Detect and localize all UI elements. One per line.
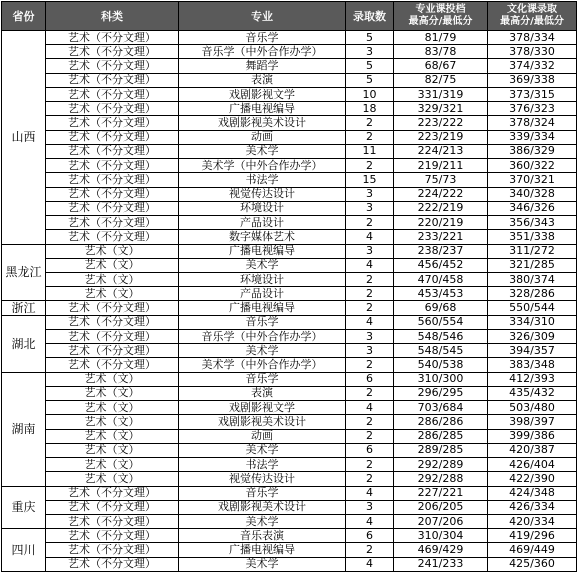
professional-score-cell: 219/211 xyxy=(394,159,488,173)
category-cell: 艺术（不分文理） xyxy=(46,159,179,173)
table-row xyxy=(2,486,577,500)
table-row xyxy=(2,216,577,230)
count-cell: 5 xyxy=(346,31,394,45)
count-cell: 2 xyxy=(346,472,394,486)
header-cultural-line1: 文化课录取 xyxy=(507,4,557,15)
professional-score-cell: 207/206 xyxy=(394,514,488,528)
major-cell: 动画 xyxy=(179,429,346,443)
category-cell: 艺术（不分文理） xyxy=(46,45,179,59)
count-cell: 4 xyxy=(346,486,394,500)
category-cell: 艺术（不分文理） xyxy=(46,329,179,343)
table-row xyxy=(2,472,577,486)
professional-score-cell: 453/453 xyxy=(394,287,488,301)
cultural-score-cell: 373/315 xyxy=(488,87,577,101)
cultural-score-cell: 425/360 xyxy=(488,557,577,571)
count-cell: 18 xyxy=(346,102,394,116)
header-row xyxy=(2,2,577,31)
province-cell: 山西 xyxy=(2,31,46,245)
category-cell: 艺术（不分文理） xyxy=(46,500,179,514)
professional-score-cell: 548/546 xyxy=(394,329,488,343)
cultural-score-cell: 378/334 xyxy=(488,31,577,45)
major-cell: 广播电视编导 xyxy=(179,244,346,258)
category-cell: 艺术（文） xyxy=(46,429,179,443)
count-cell: 4 xyxy=(346,230,394,244)
cultural-score-cell: 394/357 xyxy=(488,344,577,358)
major-cell: 戏剧影视文学 xyxy=(179,87,346,101)
category-cell: 艺术（不分文理） xyxy=(46,130,179,144)
major-cell: 音乐学 xyxy=(179,486,346,500)
major-cell: 戏剧影视文学 xyxy=(179,401,346,415)
cultural-score-cell: 380/374 xyxy=(488,272,577,286)
table-row xyxy=(2,415,577,429)
count-cell: 2 xyxy=(346,386,394,400)
count-cell: 2 xyxy=(346,415,394,429)
count-cell: 2 xyxy=(346,272,394,286)
cultural-score-cell: 420/334 xyxy=(488,514,577,528)
table-row xyxy=(2,272,577,286)
table-row xyxy=(2,258,577,272)
table-row xyxy=(2,458,577,472)
header-cultural-score xyxy=(488,2,577,31)
count-cell: 2 xyxy=(346,429,394,443)
cultural-score-cell: 399/386 xyxy=(488,429,577,443)
table-row xyxy=(2,372,577,386)
table-row xyxy=(2,102,577,116)
major-cell: 音乐学（中外合作办学） xyxy=(179,45,346,59)
professional-score-cell: 560/554 xyxy=(394,315,488,329)
major-cell: 广播电视编导 xyxy=(179,301,346,315)
professional-score-cell: 81/79 xyxy=(394,31,488,45)
major-cell: 舞蹈学 xyxy=(179,59,346,73)
table-row xyxy=(2,543,577,557)
major-cell: 美术学（中外合作办学） xyxy=(179,159,346,173)
table-row xyxy=(2,344,577,358)
professional-score-cell: 233/221 xyxy=(394,230,488,244)
count-cell: 3 xyxy=(346,329,394,343)
professional-score-cell: 206/205 xyxy=(394,500,488,514)
category-cell: 艺术（不分文理） xyxy=(46,59,179,73)
category-cell: 艺术（不分文理） xyxy=(46,87,179,101)
category-cell: 艺术（不分文理） xyxy=(46,543,179,557)
major-cell: 视觉传达设计 xyxy=(179,187,346,201)
professional-score-cell: 83/78 xyxy=(394,45,488,59)
professional-score-cell: 220/219 xyxy=(394,216,488,230)
professional-score-cell: 540/538 xyxy=(394,358,488,372)
category-cell: 艺术（文） xyxy=(46,443,179,457)
major-cell: 书法学 xyxy=(179,458,346,472)
category-cell: 艺术（不分文理） xyxy=(46,216,179,230)
category-cell: 艺术（不分文理） xyxy=(46,514,179,528)
category-cell: 艺术（不分文理） xyxy=(46,173,179,187)
major-cell: 动画 xyxy=(179,130,346,144)
cultural-score-cell: 386/329 xyxy=(488,144,577,158)
cultural-score-cell: 356/343 xyxy=(488,216,577,230)
professional-score-cell: 289/285 xyxy=(394,443,488,457)
count-cell: 3 xyxy=(346,45,394,59)
professional-score-cell: 75/73 xyxy=(394,173,488,187)
cultural-score-cell: 360/322 xyxy=(488,159,577,173)
major-cell: 美术学 xyxy=(179,258,346,272)
category-cell: 艺术（文） xyxy=(46,287,179,301)
professional-score-cell: 222/219 xyxy=(394,201,488,215)
province-cell: 黑龙江 xyxy=(2,244,46,301)
cultural-score-cell: 339/334 xyxy=(488,130,577,144)
professional-score-cell: 292/288 xyxy=(394,472,488,486)
count-cell: 2 xyxy=(346,130,394,144)
category-cell: 艺术（文） xyxy=(46,272,179,286)
category-cell: 艺术（不分文理） xyxy=(46,144,179,158)
professional-score-cell: 241/233 xyxy=(394,557,488,571)
cultural-score-cell: 351/338 xyxy=(488,230,577,244)
major-cell: 音乐学（中外合作办学） xyxy=(179,329,346,343)
cultural-score-cell: 311/272 xyxy=(488,244,577,258)
category-cell: 艺术（文） xyxy=(46,258,179,272)
count-cell: 11 xyxy=(346,144,394,158)
major-cell: 表演 xyxy=(179,73,346,87)
cultural-score-cell: 383/348 xyxy=(488,358,577,372)
professional-score-cell: 82/75 xyxy=(394,73,488,87)
professional-score-cell: 296/295 xyxy=(394,386,488,400)
category-cell: 艺术（不分文理） xyxy=(46,230,179,244)
professional-score-cell: 69/68 xyxy=(394,301,488,315)
count-cell: 3 xyxy=(346,344,394,358)
province-cell: 浙江 xyxy=(2,301,46,315)
major-cell: 音乐学 xyxy=(179,315,346,329)
category-cell: 艺术（不分文理） xyxy=(46,315,179,329)
cultural-score-cell: 469/449 xyxy=(488,543,577,557)
category-cell: 艺术（不分文理） xyxy=(46,486,179,500)
professional-score-cell: 310/304 xyxy=(394,529,488,543)
count-cell: 2 xyxy=(346,216,394,230)
province-cell: 重庆 xyxy=(2,486,46,529)
major-cell: 戏剧影视美术设计 xyxy=(179,500,346,514)
category-cell: 艺术（文） xyxy=(46,244,179,258)
major-cell: 美术学 xyxy=(179,514,346,528)
count-cell: 10 xyxy=(346,87,394,101)
count-cell: 2 xyxy=(346,458,394,472)
table-row xyxy=(2,287,577,301)
major-cell: 视觉传达设计 xyxy=(179,472,346,486)
count-cell: 5 xyxy=(346,73,394,87)
cultural-score-cell: 328/286 xyxy=(488,287,577,301)
count-cell: 3 xyxy=(346,244,394,258)
table-row xyxy=(2,201,577,215)
province-cell: 湖南 xyxy=(2,372,46,486)
professional-score-cell: 329/321 xyxy=(394,102,488,116)
count-cell: 2 xyxy=(346,287,394,301)
table-row xyxy=(2,230,577,244)
professional-score-cell: 470/458 xyxy=(394,272,488,286)
cultural-score-cell: 426/334 xyxy=(488,500,577,514)
professional-score-cell: 223/219 xyxy=(394,130,488,144)
cultural-score-cell: 419/296 xyxy=(488,529,577,543)
cultural-score-cell: 412/393 xyxy=(488,372,577,386)
table-row xyxy=(2,187,577,201)
cultural-score-cell: 326/309 xyxy=(488,329,577,343)
table-row xyxy=(2,159,577,173)
major-cell: 数字媒体艺术 xyxy=(179,230,346,244)
major-cell: 书法学 xyxy=(179,173,346,187)
count-cell: 6 xyxy=(346,529,394,543)
category-cell: 艺术（文） xyxy=(46,386,179,400)
professional-score-cell: 548/545 xyxy=(394,344,488,358)
table-row xyxy=(2,45,577,59)
cultural-score-cell: 398/397 xyxy=(488,415,577,429)
category-cell: 艺术（文） xyxy=(46,401,179,415)
professional-score-cell: 227/221 xyxy=(394,486,488,500)
cultural-score-cell: 369/338 xyxy=(488,73,577,87)
category-cell: 艺术（不分文理） xyxy=(46,31,179,45)
table-row xyxy=(2,59,577,73)
table-row xyxy=(2,429,577,443)
count-cell: 2 xyxy=(346,358,394,372)
table-row xyxy=(2,500,577,514)
table-row xyxy=(2,73,577,87)
category-cell: 艺术（不分文理） xyxy=(46,529,179,543)
cultural-score-cell: 340/328 xyxy=(488,187,577,201)
major-cell: 广播电视编导 xyxy=(179,102,346,116)
header-province: 省份 xyxy=(2,2,46,31)
count-cell: 2 xyxy=(346,543,394,557)
major-cell: 戏剧影视美术设计 xyxy=(179,415,346,429)
table-row xyxy=(2,301,577,315)
cultural-score-cell: 426/404 xyxy=(488,458,577,472)
admission-table xyxy=(1,1,577,572)
professional-score-cell: 286/286 xyxy=(394,415,488,429)
count-cell: 3 xyxy=(346,187,394,201)
header-professional-line1: 专业课投档 xyxy=(415,4,466,15)
major-cell: 环境设计 xyxy=(179,201,346,215)
professional-score-cell: 456/452 xyxy=(394,258,488,272)
table-row xyxy=(2,443,577,457)
cultural-score-cell: 321/285 xyxy=(488,258,577,272)
count-cell: 2 xyxy=(346,159,394,173)
cultural-score-cell: 346/326 xyxy=(488,201,577,215)
major-cell: 广播电视编导 xyxy=(179,543,346,557)
major-cell: 美术学 xyxy=(179,557,346,571)
category-cell: 艺术（不分文理） xyxy=(46,187,179,201)
table-body xyxy=(2,31,577,572)
table-row xyxy=(2,116,577,130)
category-cell: 艺术（文） xyxy=(46,472,179,486)
count-cell: 4 xyxy=(346,315,394,329)
category-cell: 艺术（文） xyxy=(46,458,179,472)
table-row xyxy=(2,358,577,372)
category-cell: 艺术（文） xyxy=(46,372,179,386)
professional-score-cell: 238/237 xyxy=(394,244,488,258)
count-cell: 2 xyxy=(346,116,394,130)
header-category: 科类 xyxy=(46,2,179,31)
table-row xyxy=(2,173,577,187)
professional-score-cell: 331/319 xyxy=(394,87,488,101)
major-cell: 美术学 xyxy=(179,443,346,457)
cultural-score-cell: 374/332 xyxy=(488,59,577,73)
cultural-score-cell: 422/390 xyxy=(488,472,577,486)
cultural-score-cell: 334/310 xyxy=(488,315,577,329)
major-cell: 表演 xyxy=(179,386,346,400)
cultural-score-cell: 420/387 xyxy=(488,443,577,457)
count-cell: 6 xyxy=(346,372,394,386)
cultural-score-cell: 424/348 xyxy=(488,486,577,500)
count-cell: 15 xyxy=(346,173,394,187)
professional-score-cell: 68/67 xyxy=(394,59,488,73)
category-cell: 艺术（不分文理） xyxy=(46,201,179,215)
category-cell: 艺术（文） xyxy=(46,415,179,429)
header-major: 专业 xyxy=(179,2,346,31)
major-cell: 环境设计 xyxy=(179,272,346,286)
professional-score-cell: 703/684 xyxy=(394,401,488,415)
major-cell: 美术学 xyxy=(179,344,346,358)
major-cell: 音乐学 xyxy=(179,372,346,386)
professional-score-cell: 469/429 xyxy=(394,543,488,557)
cultural-score-cell: 550/544 xyxy=(488,301,577,315)
count-cell: 4 xyxy=(346,514,394,528)
professional-score-cell: 292/289 xyxy=(394,458,488,472)
count-cell: 4 xyxy=(346,401,394,415)
table-header xyxy=(2,2,577,31)
major-cell: 音乐学 xyxy=(179,31,346,45)
count-cell: 3 xyxy=(346,201,394,215)
table-row xyxy=(2,401,577,415)
province-cell: 四川 xyxy=(2,529,46,572)
header-cultural-line2: 最高分/最低分 xyxy=(500,16,564,27)
category-cell: 艺术（不分文理） xyxy=(46,344,179,358)
major-cell: 戏剧影视美术设计 xyxy=(179,116,346,130)
table-row xyxy=(2,244,577,258)
header-professional-score xyxy=(394,2,488,31)
count-cell: 2 xyxy=(346,301,394,315)
table-row xyxy=(2,31,577,45)
cultural-score-cell: 378/330 xyxy=(488,45,577,59)
table-row xyxy=(2,386,577,400)
category-cell: 艺术（不分文理） xyxy=(46,116,179,130)
table-row xyxy=(2,87,577,101)
major-cell: 产品设计 xyxy=(179,287,346,301)
professional-score-cell: 224/222 xyxy=(394,187,488,201)
table-row xyxy=(2,529,577,543)
table-row xyxy=(2,329,577,343)
major-cell: 音乐表演 xyxy=(179,529,346,543)
major-cell: 美术学 xyxy=(179,144,346,158)
cultural-score-cell: 370/321 xyxy=(488,173,577,187)
count-cell: 4 xyxy=(346,258,394,272)
category-cell: 艺术（不分文理） xyxy=(46,557,179,571)
province-cell: 湖北 xyxy=(2,315,46,372)
header-count: 录取数 xyxy=(346,2,394,31)
cultural-score-cell: 435/432 xyxy=(488,386,577,400)
professional-score-cell: 286/285 xyxy=(394,429,488,443)
category-cell: 艺术（不分文理） xyxy=(46,358,179,372)
professional-score-cell: 310/300 xyxy=(394,372,488,386)
table-row xyxy=(2,557,577,571)
cultural-score-cell: 376/323 xyxy=(488,102,577,116)
table-row xyxy=(2,144,577,158)
major-cell: 美术学（中外合作办学） xyxy=(179,358,346,372)
count-cell: 6 xyxy=(346,443,394,457)
table-row xyxy=(2,315,577,329)
major-cell: 产品设计 xyxy=(179,216,346,230)
count-cell: 5 xyxy=(346,59,394,73)
count-cell: 3 xyxy=(346,500,394,514)
cultural-score-cell: 503/480 xyxy=(488,401,577,415)
count-cell: 4 xyxy=(346,557,394,571)
category-cell: 艺术（不分文理） xyxy=(46,301,179,315)
header-professional-line2: 最高分/最低分 xyxy=(408,16,473,27)
cultural-score-cell: 378/324 xyxy=(488,116,577,130)
category-cell: 艺术（不分文理） xyxy=(46,102,179,116)
professional-score-cell: 224/213 xyxy=(394,144,488,158)
category-cell: 艺术（不分文理） xyxy=(46,73,179,87)
professional-score-cell: 223/222 xyxy=(394,116,488,130)
table-row xyxy=(2,130,577,144)
table-row xyxy=(2,514,577,528)
